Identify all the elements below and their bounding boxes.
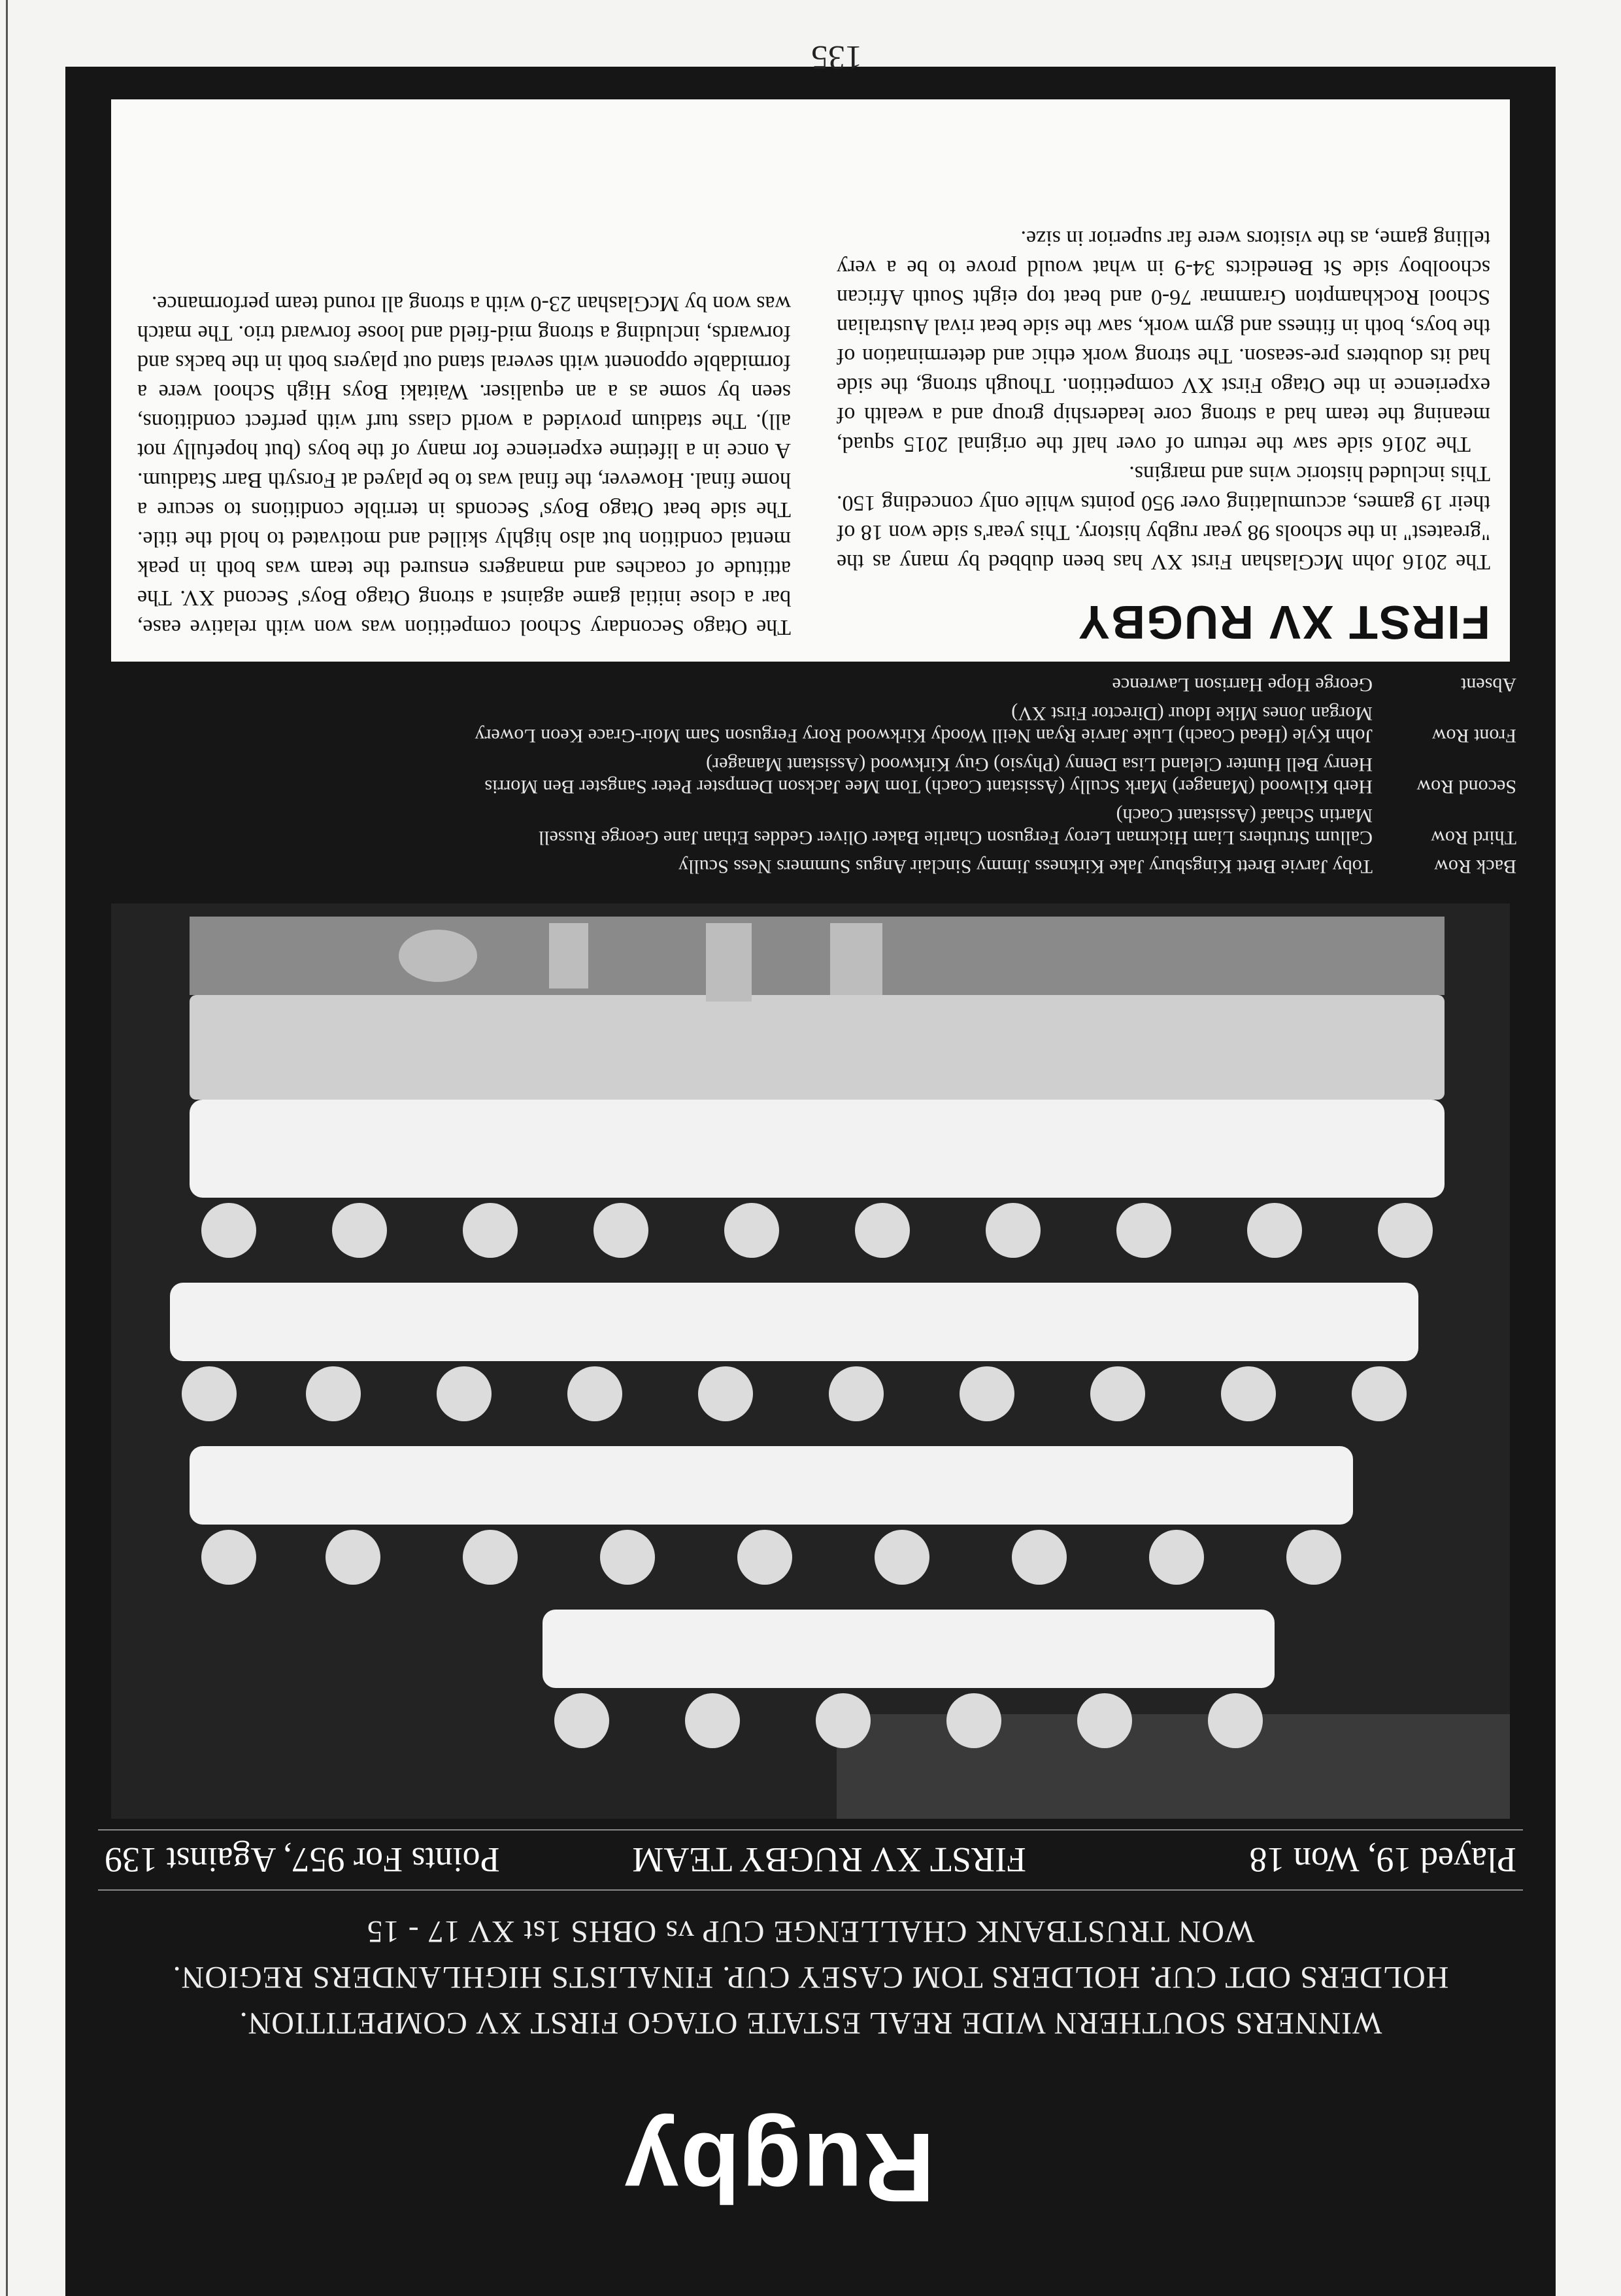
article-column-1	[837, 224, 1490, 577]
honour-line: WON TRUSTBANK CHALLENGE CUP vs OBHS 1st XV 17 - 15	[366, 1914, 1255, 1949]
honour-line: WINNERS SOUTHERN WIDE REAL ESTATE OTAGO FIRST XV COMPETITION.	[239, 2006, 1382, 2040]
row-names: Toby Jarvie Brett Kingsbury Jake Kirkness Jimmy Sinclair Angus Summers Ness Scully	[678, 856, 1373, 877]
team-photograph	[111, 903, 1510, 1819]
article-column-2	[137, 289, 791, 642]
row-names: George Hope Harrison Lawrence	[1112, 674, 1373, 696]
honour-line: HOLDERS ODT CUP. HOLDERS TOM CASEY CUP. FINALISTS HIGHLANDERS REGION.	[172, 1960, 1449, 1995]
row-label: Absent	[1461, 674, 1516, 696]
row-names: Henry Bell Hunter Cleland Lisa Denny (Physio) Guy Kirkwood (Assistant Manager)	[706, 754, 1373, 775]
team-caption-bar	[98, 1829, 1523, 1891]
row-names: Herb Kilwood (Manager) Mark Scully (Assistant Coach) Tom Mee Jackson Dempster Peter Sangster Ben Morris	[484, 776, 1373, 798]
binding-edge	[6, 0, 8, 2296]
row-label: Front Row	[1431, 725, 1516, 747]
row-names: John Kyle (Head Coach) Luke Jarvie Ryan Neill Woody Kirkwood Rory Ferguson Sam Moir-Grace Keon Lowery	[475, 725, 1373, 747]
page-title: Rugby	[623, 2113, 935, 2223]
page-number: 135	[811, 39, 862, 76]
row-label: Second Row	[1416, 776, 1516, 798]
row-names: Martin Schaaf (Assistant Coach)	[1116, 805, 1373, 826]
points-record: Points For 957, Against 139	[105, 1840, 500, 1880]
article-paragraph: The Otago Secondary School competition was won with relative ease, bar a close initial game against a strong Otago Boys' Second XV. The attitude of coaches and managers ensured the team was both in peak mental condition but also highly skilled and motivated to hold the title. The side beat Otago Boys' Seconds in terrible conditions to secure a home final. However, the final was to be played at Forsyth Barr Stadium. A once in a lifetime experience for many of the boys (but hopefully not all). The stadium provided a world class turf with perfect conditions, seen by some as a an equaliser. Waitaki Boys High School were a formidable opponent with several stand out players both in the backs and forwards, including a strong mid-field and loose forward trio. The match was won by McGlashan 23-0 with a strong all round team performance.	[137, 292, 791, 639]
row-names: Callum Struthers Liam Hickman Leroy Ferguson Charlie Baker Oliver Geddes Ethan Jane George Russell	[538, 827, 1373, 849]
row-label: Back Row	[1434, 856, 1516, 877]
article	[111, 99, 1510, 662]
season-record: Played 19, Won 18	[1249, 1840, 1516, 1880]
row-label: Third Row	[1431, 827, 1516, 849]
row-names: Morgan Jones Mike Idour (Director First XV)	[1011, 703, 1373, 724]
article-paragraph: The 2016 side saw the return of over half the original 2015 squad, meaning the team had a strong core leadership group and a wealth of experience in the Otago First XV competition. Though strong, the side had its doubters pre-season. The strong work ethic and determination of the boys, both in fitness and gym work, saw the side beat rival Australian School Rockhampton Grammar 76-0 and beat top eight South African schoolboy side St Benedicts 34-9 in what would prove to be a very telling game, as the visitors were far superior in size.	[837, 226, 1490, 456]
article-paragraph: The 2016 John McGlashan First XV has been dubbed by many as the "greatest" in the schools 98 year rugby history. This year's side won 18 of their 19 games, accumulating over 950 points while only conceding 150. This included historic wins and margins.	[837, 462, 1490, 574]
team-title: FIRST XV RUGBY TEAM	[632, 1840, 1026, 1880]
article-title: FIRST XV RUGBY	[1077, 596, 1490, 648]
team-photo-illustration	[111, 903, 1510, 1819]
